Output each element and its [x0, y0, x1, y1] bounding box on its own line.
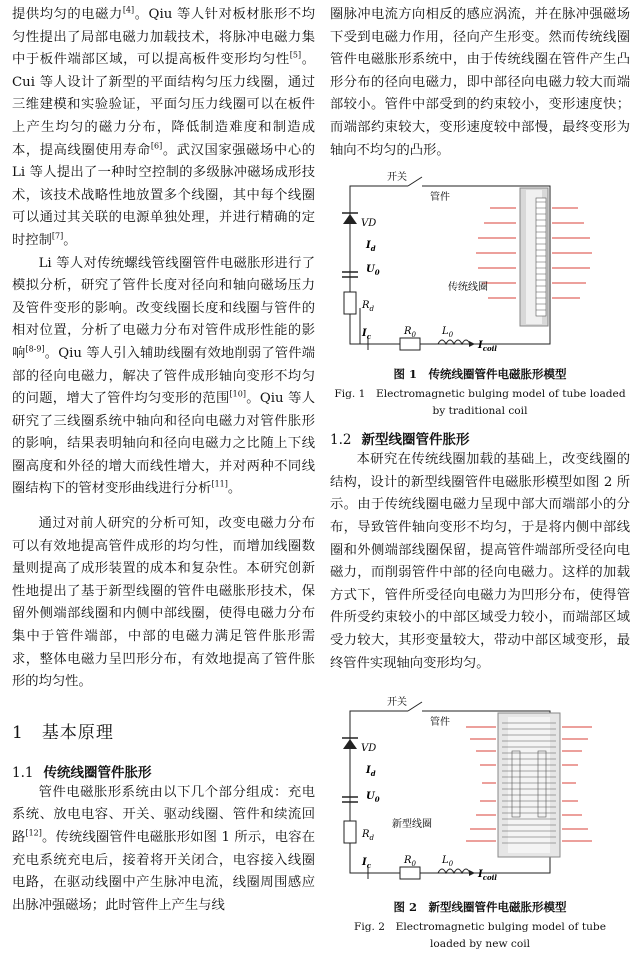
subsection-heading: 1.2 新型线圈管件胀形 — [330, 432, 470, 449]
label-id: $I_d$ — [366, 765, 376, 779]
right-column — [330, 4, 630, 953]
label-u0: $U_0$ — [366, 791, 380, 805]
coil-icon — [536, 198, 546, 316]
inductor-icon — [438, 340, 470, 344]
figure-2-diagram — [330, 693, 630, 893]
label-tube: 管件 — [430, 717, 450, 729]
paragraph: 圈脉冲电流方向相反的感应涡流，并在脉冲强磁场下受到电磁力作用，径向产生形变。然而传统线圈管件电磁胀形系统中，由于传统线圈在管件产生凸形分布的径向电磁力，即中部径向电磁力较大而端部较小。管件中部受到的约束较小，变形速度快；而端部约束较大，变形速度较中部慢，最终变形为轴向不均匀的凸形。 — [330, 7, 630, 158]
coil-icon — [502, 723, 556, 843]
label-switch: 开关 — [387, 697, 407, 709]
figure-1-diagram — [330, 168, 630, 360]
subsection-heading: 1.1 传统线圈管件胀形 — [12, 764, 152, 781]
inductor-icon — [438, 869, 470, 873]
label-coil: 新型线圈 — [392, 819, 432, 831]
label-icoil: $I_{coil}$ — [478, 340, 497, 354]
label-r0: $R_0$ — [404, 326, 416, 340]
label-ic: $I_c$ — [362, 857, 371, 871]
paragraph: 管件电磁胀形系统由以下几个部分组成：充电系统、放电电容、开关、驱动线圈、管件和续流回路[12]。传统线圈管件电磁胀形如图 1 所示，电容在充电系统充电后，接着将开关闭合，电容接入线圈电路，在驱动线圈中产生脉冲电流，线圈周围感应出脉冲强磁场；此时管件上产生与线 — [12, 784, 315, 913]
tube-icon — [498, 713, 560, 857]
paragraph: Li 等人对传统螺线管线圈管件电磁胀形进行了模拟分析，研究了管件长度对径向和轴向磁场压力及管件变形的影响。改变线圈长度和线圈与管件的相对位置，分析了电磁力分布对管件成形性能的影响[8-9]。Qiu 等人引入辅助线圈有效地削弱了管件端部的径向电磁力，解决了管件成形轴向变形不均匀的问题，增大了管件均匀变形的范围[10]。Qiu 等人研究了三线圈系统中轴向和径向电磁力对管件胀形的影响，结果表明轴向和径向电磁力之比随上下线圈高度和外径的增大而线性增大，并对两种不同线圈结构下的管材变形曲线进行分析[11]。 — [12, 255, 316, 497]
figure-2-caption-cn: 图 2 新型线圈管件电磁胀形模型 — [393, 900, 567, 915]
figure-1-caption-cn: 图 1 传统线圈管件电磁胀形模型 — [393, 367, 567, 382]
label-vd: VD — [361, 743, 377, 755]
resistor-r0-icon — [400, 867, 420, 879]
paragraph: 通过对前人研究的分析可知，改变电磁力分布可以有效地提高管件成形的均匀性，而增加线圈数量则提高了成形装置的成本和复杂性。本研究创新性地提出了基于新型线圈的管件电磁胀形技术，保留外侧端部线圈和内侧中部线圈，使得电磁力分布集中于管件端部，中部的电磁力满足管件胀形需求，整体电磁力呈凹形分布，有效地提高了管件胀形的均匀性。 — [12, 516, 315, 690]
section-heading: 1 基本原理 — [12, 722, 114, 743]
label-vd: VD — [361, 218, 377, 230]
figure-2 — [330, 693, 630, 953]
label-tube: 管件 — [430, 192, 450, 204]
label-r0: $R_0$ — [404, 855, 416, 869]
diode-icon — [342, 213, 358, 224]
left-column — [12, 4, 315, 917]
label-icoil: $I_{coil}$ — [478, 869, 497, 883]
label-l0: $L_0$ — [442, 855, 454, 869]
label-coil: 传统线圈 — [448, 282, 488, 294]
figure-2-caption-en: Fig. 2 Electromagnetic bulging model of tube loaded by new coil — [354, 921, 606, 951]
label-switch: 开关 — [387, 172, 407, 184]
label-ic: $I_c$ — [362, 328, 371, 342]
figure-1-caption-en: Fig. 1 Electromagnetic bulging model of tube loaded by traditional coil — [334, 388, 626, 418]
paragraph: 本研究在传统线圈加载的基础上，改变线圈的结构，设计的新型线圈管件电磁胀形模型如图 2 所示。由于传统线圈电磁力呈现中部大而端部小的分布，导致管件轴向变形不均匀，于是将内侧中部线圈和外侧端部线圈保留，提高管件端部所受径向电磁力，而削弱管件中部的径向电磁力。这样的加载方式下，管件所受径向电磁力为凹形分布，使得管件所受约束较小的中部区域受力较小，而端部区域受力较大，其形变量较大，带动中部区域变形，最终管件实现轴向变形均匀。 — [330, 452, 630, 671]
label-id: $I_d$ — [366, 240, 376, 254]
resistor-icon — [344, 821, 356, 843]
label-rd: $R_d$ — [362, 829, 375, 843]
label-l0: $L_0$ — [442, 326, 454, 340]
resistor-r0-icon — [400, 338, 420, 350]
label-u0: $U_0$ — [366, 264, 380, 278]
diode-icon — [342, 738, 358, 749]
figure-1 — [330, 168, 630, 420]
label-rd: $R_d$ — [362, 300, 375, 314]
resistor-icon — [344, 292, 356, 314]
paragraph: 提供均匀的电磁力[4]。Qiu 等人针对板材胀形不均匀性提出了局部电磁力加载技术，将脉冲电磁力集中于板件端部区域，可以提高板件变形均匀性[5]。Cui 等人设计了新型的平面结构匀压力线圈，通过三维建模和实验验证，平面匀压力线圈可以在板件上产生均匀的磁力分布，降低制造难度和制造成本，提高线圈使用寿命[6]。武汉国家强磁场中心的 Li 等人提出了一种时空控制的多级脉冲磁场成形技术，该技术战略性地放置多个线圈，其中每个线圈可以通过其关联的电源单独处理，并进行精确的定时控制[7]。 — [12, 5, 316, 248]
